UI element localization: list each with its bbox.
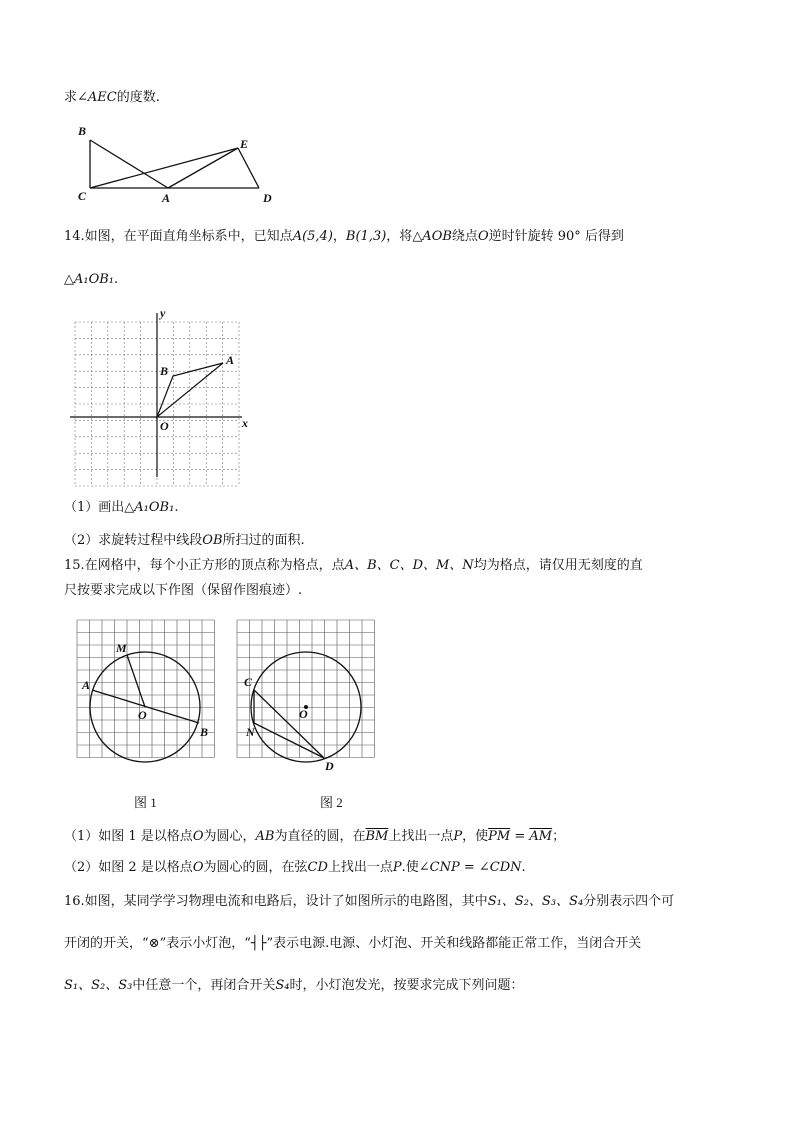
label-B: B — [200, 725, 209, 739]
axis-x-label: x — [242, 416, 248, 430]
label-A: A — [226, 353, 235, 367]
label-C: C — [78, 189, 87, 203]
q14-line1: 14.如图，在平面直角坐标系中，已知点A(5,4)，B(1,3)，将△AOB绕点O逆时针旋转 90° 后得到 — [64, 229, 624, 244]
label-B: B — [160, 364, 169, 378]
q16-line3: S₁、S₂、S₃中任意一个，再闭合开关S₄时，小灯泡发光，按要求完成下列问题： — [64, 978, 524, 993]
label-M: M — [116, 641, 127, 655]
q14-sub1: （1）画出△A₁OB₁. — [64, 500, 179, 515]
label-A: A — [82, 678, 91, 692]
q16-line1: 16.如图，某同学学习物理电流和电路后，设计了如图所示的电路图，其中S₁、S₂、S₃、S₄分别表示四个可 — [64, 894, 675, 909]
label-O: O — [299, 707, 308, 721]
fig15a-caption: 图 1 — [134, 795, 157, 810]
q15-sub1: （1）如图 1 是以格点O为圆心，AB为直径的圆，在$\overline{BM}$上找出一点P，使$\overline{PM} = \overline{AM}$； — [64, 829, 566, 844]
label-O: O — [160, 419, 169, 433]
label-D: D — [263, 191, 272, 205]
grid-lines — [77, 620, 215, 758]
label-N: N — [246, 725, 255, 739]
figure-14 — [60, 305, 260, 485]
figure-13 — [70, 120, 290, 210]
q15-sub2: （2）如图 2 是以格点O为圆心的圆，在弦CD上找出一点P.使∠CNP = ∠CDN. — [64, 860, 526, 875]
lamp-symbol: ⊗ — [148, 936, 160, 951]
label-E: E — [240, 137, 249, 151]
label-D: D — [325, 759, 334, 773]
q14-line2: △A₁OB₁. — [64, 272, 119, 287]
figure-15-1 — [77, 620, 222, 780]
label-B: B — [78, 124, 87, 138]
label-A: A — [162, 191, 171, 205]
label-C: C — [244, 675, 253, 689]
q15-line2: 尺按要求完成以下作图（保留作图痕迹）. — [64, 583, 303, 598]
q15-line1: 15.在网格中，每个小正方形的顶点称为格点，点A、B、C、D、M、N均为格点，请仅用无刻度的直 — [64, 558, 643, 573]
axis-y-label: y — [160, 306, 166, 320]
power-symbol: ┤├ — [250, 936, 267, 951]
label-O: O — [138, 708, 147, 722]
grid-lines — [237, 620, 375, 758]
q13-tail: 求∠AEC的度数. — [64, 90, 160, 105]
q14-sub2: （2）求旋转过程中线段OB所扫过的面积. — [64, 533, 305, 548]
q16-line2: 开闭的开关，“⊗”表示小灯泡，“┤├”表示电源.电源、小灯泡、开关和线路都能正常工作，当闭合开关 — [64, 936, 642, 951]
fig15b-caption: 图 2 — [320, 795, 343, 810]
figure-15-2 — [237, 620, 382, 780]
